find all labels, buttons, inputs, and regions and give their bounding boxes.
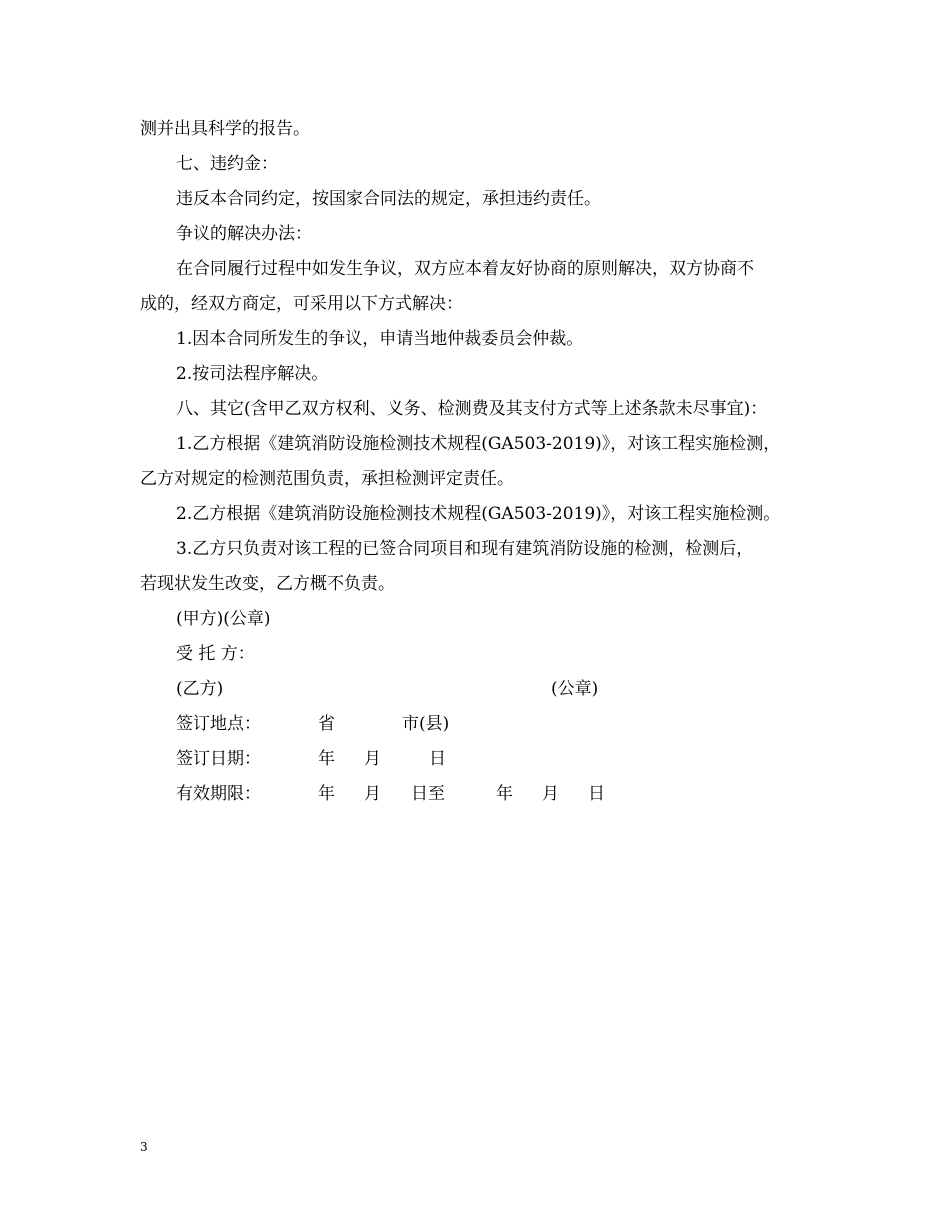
validity-start-day-label: 日至 — [411, 784, 445, 804]
validity-period-label: 有效期限： — [176, 784, 261, 804]
city-county-label: 市(县) — [402, 714, 450, 734]
party-a-label: (甲方)(公章) — [176, 609, 271, 629]
month-label: 月 — [364, 749, 381, 769]
list-item: 1.乙方根据《建筑消防设施检测技术规程(GA503-2019)》，对该工程实施检测， — [176, 434, 781, 454]
validity-end-month-label: 月 — [542, 784, 559, 804]
validity-start-month-label: 月 — [364, 784, 381, 804]
section-heading-penalty: 七、违约金： — [176, 154, 278, 174]
party-b-seal-label: (公章) — [551, 679, 599, 699]
paragraph-line: 若现状发生改变，乙方概不负责。 — [140, 574, 395, 594]
signing-date-label: 签订日期： — [176, 749, 261, 769]
paragraph-line: 成的，经双方商定，可采用以下方式解决： — [140, 294, 463, 314]
year-label: 年 — [318, 749, 335, 769]
paragraph-line: 违反本合同约定，按国家合同法的规定，承担违约责任。 — [176, 189, 601, 209]
validity-start-year-label: 年 — [318, 784, 335, 804]
paragraph-line: 测并出具科学的报告。 — [140, 119, 310, 139]
section-heading-other: 八、其它(含甲乙双方权利、义务、检测费及其支付方式等上述条款未尽事宜)： — [176, 399, 768, 419]
province-label: 省 — [318, 714, 335, 734]
signing-place-label: 签订地点： — [176, 714, 261, 734]
list-item: 1.因本合同所发生的争议，申请当地仲裁委员会仲裁。 — [176, 329, 584, 349]
page-number: 3 — [140, 1140, 148, 1154]
party-b-label: (乙方) — [176, 679, 224, 699]
trustee-label: 受 托 方： — [176, 644, 255, 664]
list-item: 2.按司法程序解决。 — [176, 364, 329, 384]
validity-end-year-label: 年 — [496, 784, 513, 804]
list-item: 2.乙方根据《建筑消防设施检测技术规程(GA503-2019)》，对该工程实施检测。 — [176, 504, 781, 524]
day-label: 日 — [429, 749, 446, 769]
paragraph-line: 乙方对规定的检测范围负责，承担检测评定责任。 — [140, 469, 514, 489]
subheading-dispute: 争议的解决办法： — [176, 224, 312, 244]
paragraph-line: 在合同履行过程中如发生争议，双方应本着友好协商的原则解决，双方协商不 — [176, 259, 754, 279]
list-item: 3.乙方只负责对该工程的已签合同项目和现有建筑消防设施的检测，检测后， — [176, 539, 754, 559]
validity-end-day-label: 日 — [588, 784, 605, 804]
